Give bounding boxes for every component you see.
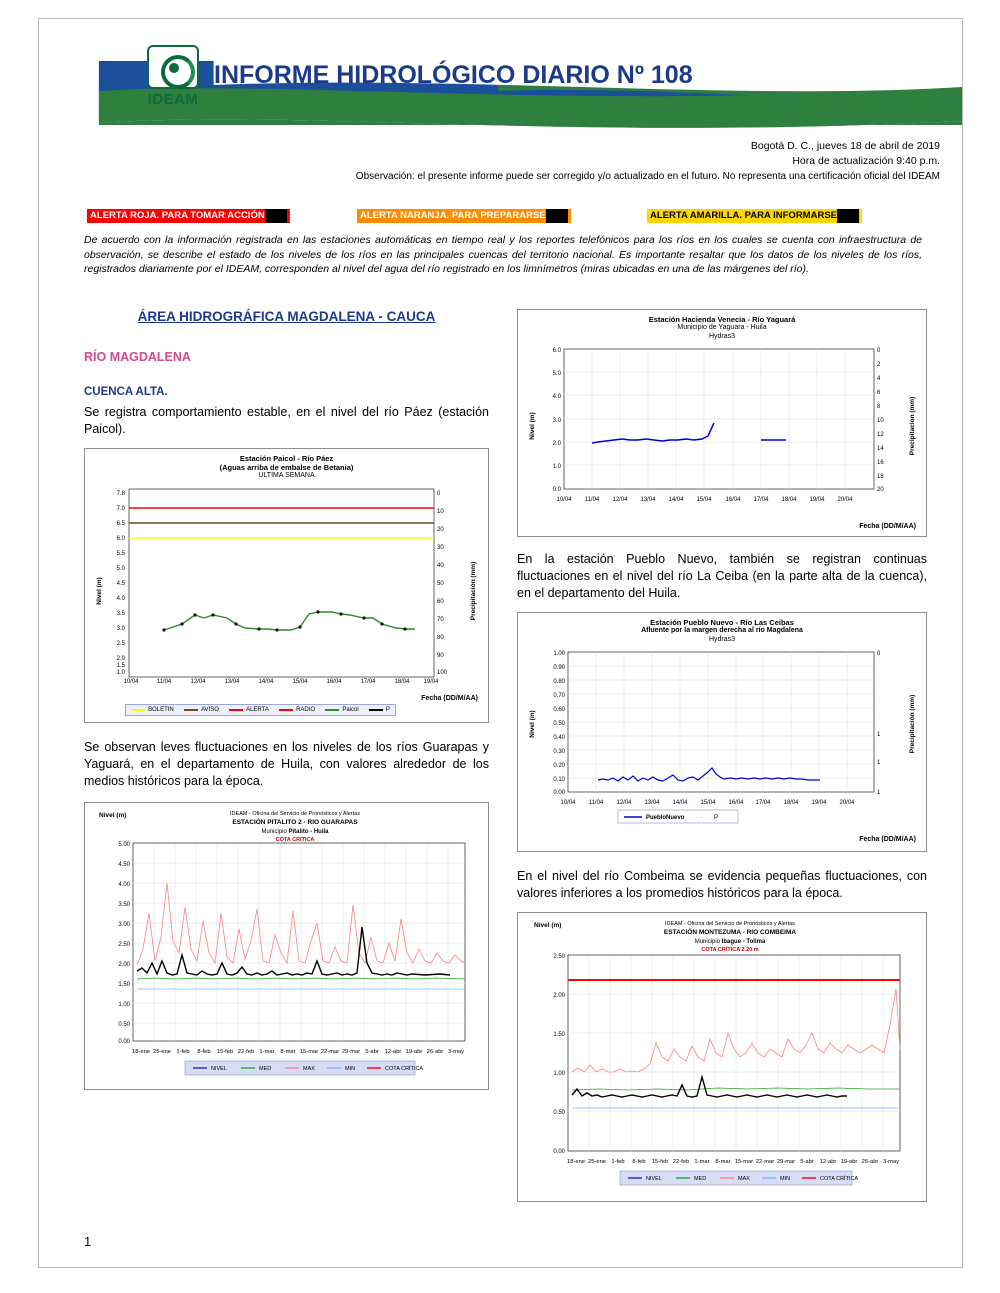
chart-hacienda-venecia xyxy=(517,309,927,537)
chart-pueblonuevo-xlabel: Fecha (DD/M/AA) xyxy=(859,836,916,843)
svg-text:0.80: 0.80 xyxy=(553,679,565,685)
svg-text:13/04: 13/04 xyxy=(644,800,660,806)
svg-text:6.5: 6.5 xyxy=(116,520,125,527)
svg-text:5.5: 5.5 xyxy=(116,550,125,557)
svg-text:15/04: 15/04 xyxy=(292,678,308,685)
svg-text:60: 60 xyxy=(437,598,444,605)
svg-text:50: 50 xyxy=(437,580,444,587)
svg-text:4.0: 4.0 xyxy=(552,394,561,400)
svg-text:0.00: 0.00 xyxy=(553,790,565,796)
chart-venecia-title: Estación Hacienda Venecia - Río Yaguará xyxy=(648,315,796,324)
svg-text:20: 20 xyxy=(437,526,444,533)
svg-text:5-abr: 5-abr xyxy=(800,1159,814,1165)
svg-text:MAX: MAX xyxy=(303,1066,315,1072)
svg-text:14/04: 14/04 xyxy=(672,800,688,806)
svg-text:1: 1 xyxy=(877,732,881,738)
svg-text:12/04: 12/04 xyxy=(612,497,628,503)
svg-text:14: 14 xyxy=(877,446,884,452)
svg-text:19/04: 19/04 xyxy=(809,497,825,503)
svg-text:0.40: 0.40 xyxy=(553,735,565,741)
svg-text:Municipio Pitalito - Huila: Municipio Pitalito - Huila xyxy=(261,829,329,835)
svg-text:16: 16 xyxy=(877,460,884,466)
document-page xyxy=(38,18,963,1268)
svg-text:18/04: 18/04 xyxy=(783,800,799,806)
status-badge-red: ALERTA ROJA. PARA TOMAR ACCIÓN xyxy=(87,209,290,223)
chart-montezuma-plot xyxy=(518,913,926,1201)
svg-text:MED: MED xyxy=(259,1066,272,1072)
svg-text:6: 6 xyxy=(877,390,881,396)
svg-text:PuebloNuevo: PuebloNuevo xyxy=(646,815,685,821)
svg-text:P: P xyxy=(714,815,719,821)
svg-text:10: 10 xyxy=(877,418,884,424)
svg-text:·: · xyxy=(700,815,702,821)
svg-text:0.50: 0.50 xyxy=(553,721,565,727)
svg-text:0: 0 xyxy=(437,490,441,497)
svg-text:14/04: 14/04 xyxy=(258,678,274,685)
svg-text:Nivel (m): Nivel (m) xyxy=(99,812,127,819)
svg-text:22-mar: 22-mar xyxy=(755,1159,775,1165)
svg-text:20/04: 20/04 xyxy=(839,800,855,806)
status-badge-orange: ALERTA NARANJA. PARA PREPARARSE xyxy=(357,209,571,223)
svg-text:4.5: 4.5 xyxy=(116,580,125,587)
svg-text:2.50: 2.50 xyxy=(118,942,130,948)
header-banner xyxy=(39,35,962,129)
svg-text:1: 1 xyxy=(877,790,881,796)
svg-text:14/04: 14/04 xyxy=(668,497,684,503)
svg-text:5.0: 5.0 xyxy=(552,371,561,377)
svg-text:12-abr: 12-abr xyxy=(819,1159,837,1165)
svg-text:1-mar: 1-mar xyxy=(259,1049,275,1055)
chart-pueblonuevo-plot xyxy=(518,644,926,826)
svg-text:15/04: 15/04 xyxy=(700,800,716,806)
svg-text:3.5: 3.5 xyxy=(116,610,125,617)
svg-text:20/04: 20/04 xyxy=(837,497,853,503)
svg-text:2.00: 2.00 xyxy=(118,962,130,968)
svg-text:0.10: 0.10 xyxy=(553,777,565,783)
svg-text:12/04: 12/04 xyxy=(190,678,206,685)
svg-text:COTA CRÍTICA: COTA CRÍTICA xyxy=(275,837,315,843)
svg-text:1.50: 1.50 xyxy=(118,982,130,988)
chart-paicol-plot xyxy=(85,481,488,699)
svg-text:0.00: 0.00 xyxy=(553,1149,565,1155)
svg-text:40: 40 xyxy=(437,562,444,569)
chart-pueblonuevo-title: Estación Pueblo Nuevo - Río Las Ceibas xyxy=(650,618,794,627)
svg-text:3.50: 3.50 xyxy=(118,902,130,908)
ideam-logo-text: IDEAM xyxy=(147,91,199,108)
svg-text:3.0: 3.0 xyxy=(552,418,561,424)
svg-text:1.0: 1.0 xyxy=(116,669,125,676)
svg-text:26-abr: 26-abr xyxy=(426,1049,444,1055)
svg-text:10/04: 10/04 xyxy=(123,678,139,685)
svg-text:Nivel (m): Nivel (m) xyxy=(529,710,536,738)
svg-text:5.00: 5.00 xyxy=(118,842,130,848)
svg-text:3-may: 3-may xyxy=(447,1049,465,1055)
svg-text:Nivel (m): Nivel (m) xyxy=(534,922,562,929)
svg-text:3.0: 3.0 xyxy=(116,625,125,632)
svg-text:5-abr: 5-abr xyxy=(365,1049,379,1055)
svg-text:2.0: 2.0 xyxy=(552,441,561,447)
svg-text:12/04: 12/04 xyxy=(616,800,632,806)
svg-text:12: 12 xyxy=(877,432,884,438)
svg-text:Municipio Ibague - Tolima: Municipio Ibague - Tolima xyxy=(694,939,766,945)
svg-text:20: 20 xyxy=(877,487,884,493)
svg-text:0.30: 0.30 xyxy=(553,749,565,755)
right-column xyxy=(517,309,927,1202)
svg-text:4: 4 xyxy=(877,376,881,382)
svg-text:22-mar: 22-mar xyxy=(320,1049,340,1055)
chart-montezuma-combeima xyxy=(517,912,927,1202)
svg-text:4.50: 4.50 xyxy=(118,862,130,868)
svg-text:18: 18 xyxy=(877,474,884,480)
svg-text:15-mar: 15-mar xyxy=(734,1159,754,1165)
svg-text:10/04: 10/04 xyxy=(560,800,576,806)
svg-text:COTA CRÍTICA 2.20 m: COTA CRÍTICA 2.20 m xyxy=(701,947,759,953)
svg-text:1-mar: 1-mar xyxy=(694,1159,710,1165)
svg-text:25-ene: 25-ene xyxy=(152,1049,172,1055)
svg-text:Nivel (m): Nivel (m) xyxy=(529,412,536,440)
svg-text:0.20: 0.20 xyxy=(553,763,565,769)
svg-text:6.0: 6.0 xyxy=(552,348,561,354)
svg-text:80: 80 xyxy=(437,634,444,641)
svg-text:0: 0 xyxy=(877,348,881,354)
alert-legend xyxy=(87,209,917,225)
document-meta xyxy=(180,139,940,184)
ideam-emblem-icon xyxy=(147,45,199,89)
ideam-logo xyxy=(127,45,219,121)
svg-text:18-ene: 18-ene xyxy=(566,1159,586,1165)
svg-text:19/04: 19/04 xyxy=(423,678,439,685)
svg-text:COTA CRÍTICA: COTA CRÍTICA xyxy=(820,1176,859,1182)
intro-paragraph: De acuerdo con la información registrada en las estaciones automáticas en tiempo real y los reportes telefónicos para los ríos en los cuales se cuenta con infraestructura de observación, se describe el estado de los niveles de los ríos en las principales cuencas del territorio nacional. Es importante resaltar que los datos de los niveles de los ríos, registrados diariamente por el IDEAM, corresponden al nivel del agua del río registrado en los limnímetros (miras ubicadas en una de las márgenes del río). xyxy=(84,234,922,275)
svg-text:COTA CRÍTICA: COTA CRÍTICA xyxy=(385,1066,424,1072)
svg-text:18/04: 18/04 xyxy=(394,678,410,685)
svg-text:7.0: 7.0 xyxy=(116,505,125,512)
chart-venecia-subtitle: Municipio de Yaguara - Huila xyxy=(677,324,767,331)
chart-pueblo-nuevo xyxy=(517,612,927,852)
svg-text:4.0: 4.0 xyxy=(116,595,125,602)
svg-text:19/04: 19/04 xyxy=(811,800,827,806)
svg-text:2.50: 2.50 xyxy=(553,954,565,960)
svg-text:29-mar: 29-mar xyxy=(776,1159,796,1165)
svg-text:0: 0 xyxy=(877,651,881,657)
svg-text:100: 100 xyxy=(437,669,448,676)
svg-text:1.00: 1.00 xyxy=(118,1002,130,1008)
svg-text:11/04: 11/04 xyxy=(156,678,172,685)
svg-text:22-feb: 22-feb xyxy=(672,1159,690,1165)
chart-pueblonuevo-subtitle: Afluente por la margen derecha al río Magdalena xyxy=(641,627,803,634)
svg-text:17/04: 17/04 xyxy=(755,800,771,806)
chart-paicol-title: Estación Paicol - Río Páez xyxy=(239,454,334,463)
chart-paicol-legend: BOLETIN AVISO ALERTA RADIO Paicol P xyxy=(125,704,396,716)
svg-text:Nivel (m): Nivel (m) xyxy=(96,576,103,605)
status-badge-yellow: ALERTA AMARILLA. PARA INFORMARSE xyxy=(647,209,862,223)
svg-text:70: 70 xyxy=(437,616,444,623)
svg-text:17/04: 17/04 xyxy=(360,678,376,685)
svg-text:2.5: 2.5 xyxy=(116,640,125,647)
paragraph-paicol: Se registra comportamiento estable, en el nivel del río Páez (estación Paicol). xyxy=(84,405,489,436)
svg-text:2: 2 xyxy=(877,362,881,368)
svg-text:19-abr: 19-abr xyxy=(840,1159,858,1165)
svg-text:25-ene: 25-ene xyxy=(587,1159,607,1165)
page-title: INFORME HIDROLÓGICO DIARIO Nº 108 xyxy=(214,61,693,89)
svg-text:90: 90 xyxy=(437,652,444,659)
svg-text:MAX: MAX xyxy=(738,1176,750,1182)
svg-text:ESTACIÓN PITALITO 2 - RIO GUA: ESTACIÓN PITALITO 2 - RIO GUARAPAS xyxy=(232,819,358,826)
svg-text:ESTACIÓN MONTEZUMA - RIO COMB: ESTACIÓN MONTEZUMA - RIO COMBEIMA xyxy=(663,929,797,936)
svg-text:0.70: 0.70 xyxy=(553,693,565,699)
chart-venecia-xlabel: Fecha (DD/M/AA) xyxy=(859,523,916,530)
area-heading: ÁREA HIDROGRÁFICA MAGDALENA - CAUCA xyxy=(137,309,436,324)
svg-text:30: 30 xyxy=(437,544,444,551)
svg-text:1.00: 1.00 xyxy=(553,1071,565,1077)
svg-text:MIN: MIN xyxy=(345,1066,356,1072)
svg-text:1.50: 1.50 xyxy=(553,1032,565,1038)
svg-text:26-abr: 26-abr xyxy=(861,1159,879,1165)
svg-text:16/04: 16/04 xyxy=(728,800,744,806)
page-number: 1 xyxy=(84,1234,92,1249)
svg-text:0.0: 0.0 xyxy=(552,487,561,493)
chart-venecia-plot xyxy=(518,341,926,521)
chart-pitalito-header: IDEAM - Oficina del Servicio de Pronósticos y Alertas xyxy=(230,811,360,817)
svg-text:Precipitacion (mm): Precipitacion (mm) xyxy=(909,396,916,456)
svg-text:12-abr: 12-abr xyxy=(384,1049,402,1055)
svg-text:10/04: 10/04 xyxy=(556,497,572,503)
svg-text:IDEAM - Oficina del Servicio: IDEAM - Oficina del Servicio de Pronósticos y Alertas xyxy=(665,921,795,927)
svg-text:4.00: 4.00 xyxy=(118,882,130,888)
svg-text:1.00: 1.00 xyxy=(553,651,565,657)
svg-text:15-feb: 15-feb xyxy=(651,1159,669,1165)
paragraph-combeima: En el nivel del río Combeima se evidencia pequeñas fluctuaciones, con valores inferiores a los promedios históricos para la época. xyxy=(517,869,927,900)
svg-text:8: 8 xyxy=(877,404,881,410)
svg-text:7.8: 7.8 xyxy=(116,490,125,497)
svg-text:22-feb: 22-feb xyxy=(237,1049,255,1055)
svg-text:6.0: 6.0 xyxy=(116,535,125,542)
chart-pitalito-plot xyxy=(85,803,488,1089)
svg-text:1: 1 xyxy=(877,760,881,766)
svg-text:2.0: 2.0 xyxy=(116,655,125,662)
svg-text:Precipitación (mm): Precipitación (mm) xyxy=(909,694,916,754)
svg-text:MED: MED xyxy=(694,1176,707,1182)
svg-text:18-ene: 18-ene xyxy=(131,1049,151,1055)
svg-text:5.0: 5.0 xyxy=(116,565,125,572)
meta-update-time: Hora de actualización 9:40 p.m. xyxy=(792,155,940,167)
svg-text:16/04: 16/04 xyxy=(725,497,741,503)
svg-text:1.5: 1.5 xyxy=(116,662,125,669)
paragraph-pueblo-nuevo: En la estación Pueblo Nuevo, también se registran continuas fluctuaciones en el nivel del río La Ceiba (en la parte alta de la cuenca), en el departamento del Huila. xyxy=(517,552,927,600)
svg-text:16/04: 16/04 xyxy=(326,678,342,685)
svg-text:11/04: 11/04 xyxy=(588,800,604,806)
svg-text:MIN: MIN xyxy=(780,1176,791,1182)
svg-text:0.00: 0.00 xyxy=(118,1039,130,1045)
svg-text:3.00: 3.00 xyxy=(118,922,130,928)
chart-paicol xyxy=(84,448,489,723)
chart-pueblonuevo-subtitle2: Hydras3 xyxy=(708,635,736,643)
svg-text:8-mar: 8-mar xyxy=(715,1159,731,1165)
svg-text:15/04: 15/04 xyxy=(696,497,712,503)
svg-text:0.90: 0.90 xyxy=(553,665,565,671)
chart-paicol-subtitle: (Aguas arriba de embalse de Betania) xyxy=(219,463,354,472)
svg-text:Precipitación (mm): Precipitación (mm) xyxy=(470,561,477,620)
river-heading: RÍO MAGDALENA xyxy=(84,350,191,364)
svg-text:1-feb: 1-feb xyxy=(611,1159,625,1165)
svg-text:8-mar: 8-mar xyxy=(280,1049,296,1055)
svg-text:3-may: 3-may xyxy=(882,1159,900,1165)
svg-text:2.00: 2.00 xyxy=(553,993,565,999)
svg-text:15-feb: 15-feb xyxy=(216,1049,234,1055)
svg-text:NIVEL: NIVEL xyxy=(211,1066,227,1072)
paragraph-guarapas: Se observan leves fluctuaciones en los niveles de los ríos Guarapas y Yaguará, en el departamento de Huila, con valores alrededor de los medios históricos para la época. xyxy=(84,740,489,788)
left-column xyxy=(84,309,489,1090)
svg-text:17/04: 17/04 xyxy=(753,497,769,503)
svg-text:29-mar: 29-mar xyxy=(341,1049,361,1055)
svg-text:0.60: 0.60 xyxy=(553,707,565,713)
svg-text:8-feb: 8-feb xyxy=(197,1049,211,1055)
svg-text:NIVEL: NIVEL xyxy=(646,1176,662,1182)
svg-text:15-mar: 15-mar xyxy=(299,1049,319,1055)
meta-observation: Observación: el presente informe puede ser corregido y/o actualizado en el futuro. No representa una certificación oficial del IDEAM xyxy=(355,171,940,182)
svg-text:0.50: 0.50 xyxy=(553,1110,565,1116)
svg-text:1-feb: 1-feb xyxy=(176,1049,190,1055)
chart-paicol-subtitle2: ULTIMA SEMANA xyxy=(258,472,315,479)
chart-venecia-subtitle2: Hydras3 xyxy=(708,332,736,340)
svg-text:8-feb: 8-feb xyxy=(632,1159,646,1165)
svg-text:13/04: 13/04 xyxy=(640,497,656,503)
svg-text:18/04: 18/04 xyxy=(781,497,797,503)
basin-heading: CUENCA ALTA. xyxy=(84,386,168,398)
svg-text:11/04: 11/04 xyxy=(584,497,600,503)
chart-paicol-xlabel: Fecha (DD/M/AA) xyxy=(421,695,478,702)
chart-pitalito-guarapas xyxy=(84,802,489,1090)
svg-text:1.0: 1.0 xyxy=(552,464,561,470)
svg-text:0.50: 0.50 xyxy=(118,1022,130,1028)
svg-text:19-abr: 19-abr xyxy=(405,1049,423,1055)
svg-text:13/04: 13/04 xyxy=(224,678,240,685)
svg-text:10: 10 xyxy=(437,508,444,515)
meta-place-date: Bogotá D. C., jueves 18 de abril de 2019 xyxy=(750,140,940,152)
